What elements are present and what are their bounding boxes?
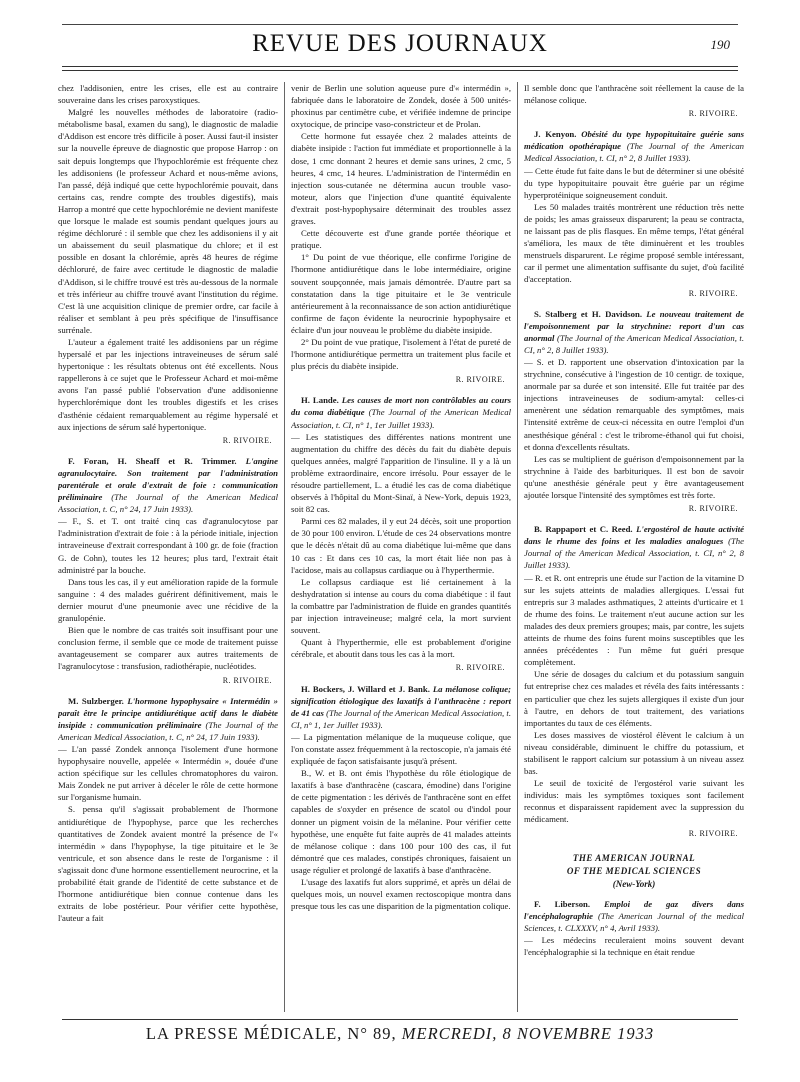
footer-date: MERCREDI, 8 NOVEMBRE 1933 [401,1024,655,1043]
paragraph: 1° Du point de vue théorique, elle confirme l'origine de l'hormone antidiurétique dans le lobe intermédiaire, origine souvent soupçonnée, mais jamais démontrée. D'autre part sa constatation dans la tige pituitaire et le 3e ventricule antérieurement à la reconnaissance de son action antidiurétique confirme de façon évidente la neurocrinie hypophysaire et éclaire d'un jour nouveau le problème du diabète insipide. [291,252,511,335]
article-title: La mélanose colique; signification étiologique des laxatifs à l'anthracène : report de 41 cas [291,683,511,718]
paragraph: Il semble donc que l'anthracène soit réellement la cause de la mélanose colique. [524,83,744,106]
author-signature: R. RIVOIRE. [688,504,738,514]
paragraph: Les 50 malades traités montrèrent une réduction très nette de poids; les amas graisseux disparurent; la peau se contracta, ne laissant pas de plis flasques. En même temps, l'état général s'améliora, les maux de tête diminuèrent et les troubles menstruels disparurent. Le régime proposé semble intéressant, car il permet une alimentation suffisante du sujet, d'où facilité d'acceptation. [524,201,744,285]
paragraph: — Cette étude fut faite dans le but de déterminer si une obésité du type hypopituitaire pouvait être guérie par un régime hyperprotéinique soigneusement conduit. [524,165,744,200]
journal-heading [524,852,744,878]
page-footer [0,1024,800,1044]
column-3 [524,82,744,1012]
article-heading [291,394,511,430]
paragraph: Une série de dosages du calcium et du potassium sanguin fut entreprise chez ces malades et révéla des faits intéressants : en particulier que chez les sujets allergiques il existe d'un jour à l'autre, en dehors de tout traitement, des variations importantes du taux de ces éléments. [524,669,744,728]
page-number: 190 [710,37,730,52]
author-signature: R. RIVOIRE. [455,375,505,385]
paragraph: — R. et R. ont entrepris une étude sur l'action de la vitamine D sur les sujets atteints de maladies allergiques. L'essai fut entrepris sur 3 malades asthmatiques, 2 atteints d'urticaire et 1 de rhume des foins. Le traitement n'eut aucune action sur les malades des deux premiers groupes; mais, par contre, les sujets atteints de rhume des foins furent moins susceptibles que les années précédentes : l'un même fut guéri presque complètement. [524,572,744,668]
article-authors: F. Foran, H. Sheaff et R. Trimmer. [68,455,237,466]
article-title: Les causes de mort non contrôlables au cours du coma diabétique [291,395,511,418]
paragraph: L'auteur a également traité les addisoniens par un régime hypersalé et par les injections intraveineuses de sérum salé hypertonique : les résultats obtenus ont été excellents. Nous rappellerons à ce sujet que le Professeur Achard et moi-même avons l'an passé publié l'observation d'une addisonienne hyperchlorémique dont les troubles digestifs et les crises d'asthénie cédaient remarquablement au régime hypersalé et aux injections de sérum salé hypertonique. [58,336,278,432]
article-authors: B. Rappaport et C. Reed. [534,524,633,535]
author-signature: R. RIVOIRE. [688,109,738,119]
paragraph: Le collapsus cardiaque est lié certainement à la deshydratation si intense au cours du coma diabétique : il faut la combattre par l'administration de fluide en grandes quantités par injection intraveineuse; malgré cela, la mort survient souvent. [291,576,511,636]
article-source: (The Journal of the American Medical Association, t. C, n° 24, 17 Juin 1933). [58,492,278,515]
page-header [0,30,800,70]
paragraph: chez l'addisonien, entre les crises, elle est au contraire souveraine dans les crises paroxystiques. [58,83,278,106]
article-title: L'angine agranulocytaire. Son traitement par l'administration parentérale et orale d'extrait de foie : communication préliminaire [58,455,278,503]
author-signature: R. RIVOIRE. [222,435,272,445]
paragraph: Parmi ces 82 malades, il y eut 24 décès, soit une proportion de 30 pour 100 environ. L'étude de ces 24 observations montre que le décès n'était dû au coma diabétique lui-même que dans 10 cas : Et dans ces 10 cas, la mort était liée non pas à l'acidose, mais au collapsus cardiaque ou à l'hyperthermie. [291,516,511,575]
top-rule [62,24,738,25]
author-signature: R. RIVOIRE. [455,663,505,673]
paragraph: L'usage des laxatifs fut alors supprimé, et après un délai de quelques mois, un nouvel examen rectoscopique montra dans presque tous les cas une disparition de la pigmentation colique. [291,877,511,912]
journal-name-line: OF THE MEDICAL SCIENCES [566,865,702,876]
article-title: L'ergostérol de haute activité dans le rhume des foins et les maladies analogues [524,524,744,547]
article-heading [291,683,511,731]
article-title: Emploi de gaz divers dans l'encéphalographie [524,898,744,921]
article-heading [58,455,278,515]
article-authors: H. Bockers, J. Willard et J. Bank. [301,683,430,694]
article-source: (The Journal of the American Medical Association, t. CI, n° 1, 1er Juillet 1933). [291,407,511,430]
footer-rule [62,1019,738,1020]
article-authors: J. Kenyon. [534,129,577,140]
paragraph: Cette hormone fut essayée chez 2 malades atteints de diabète insipide : l'action fut immédiate et proportionnelle à la dose, 1 cmc donnant 2 heures et demie sans urines, 2 cmc, 5 heures, 4 cmc, 14 heures. L'administration de l'intermédin en injection sous-cutanée ne détermina aucun trouble vaso-moteur, alors que l'injection d'une quantité équivalente d'extrait post-hypophysaire déterminait des troubles assez graves. [291,131,511,227]
paragraph: S. pensa qu'il s'agissait probablement de l'hormone antidiurétique de l'hypophyse, parce que les recherches quantitatives de Zondek avaient montré la présence de l'« intermédin » dans l'hypophyse, la tige pituitaire et le 3e ventricule, et son absence dans le reste de l'organisme : il s'agissait donc d'une hormone essentiellement neurocrine, et la probabilité était grande de l'identité de cette substance et de l'hormone antidiurétique bien connue contenue dans les extraits de lobe postérieur. Pour vérifier cette hypothèse, l'auteur a fait [58,804,278,924]
paragraph: Le seuil de toxicité de l'ergostérol varie suivant les individus: mais les symptômes toxiques sont facilement reconnus et disparaissent rapidement avec la suppression du médicament. [524,778,744,825]
article-source: (The American Journal of the medical Sciences, t. CLXXXV, n° 4, Avril 1933). [524,910,744,933]
author-signature: R. RIVOIRE. [688,828,738,838]
article-authors: S. Stalberg et H. Davidson. [534,308,643,319]
section-title: REVUE DES JOURNAUX [252,30,548,57]
paragraph: 2° Du point de vue pratique, l'isolement à l'état de pureté de l'hormone antidiurétique permettra un traitement plus facile et plus précis du diabète insipide. [291,336,511,372]
article-heading [524,308,744,356]
article-title: L'hormone hypophysaire « Intermédin » paraît être le principe antidiurétique actif dans le diabète insipide : communication préliminaire [58,695,278,730]
paragraph: Les doses massives de viostérol élèvent le calcium à un niveau considérable, diminuent le chiffre du potassium, et stabilisent le rapport calcium sur potassium à un niveau assez bas. [524,729,744,777]
author-signature: R. RIVOIRE. [688,288,738,298]
article-title: Obésité du type hypopituitaire guérie sans médication opothérapique [524,129,744,152]
paragraph: — Les médecins reculeraient moins souvent devant l'encéphalographie si la technique en était rendue [524,935,744,958]
article-heading [58,695,278,743]
article-source: (The Journal of the American Medical Association, t. C, n° 24, 17 Juin 1933). [58,719,278,742]
paragraph: Cette découverte est d'une grande portée théorique et pratique. [291,228,511,251]
article-source: (The Journal of the American Medical Association, t. CI, n° 1, 1er Juillet 1933). [291,707,511,730]
column-1 [58,82,278,1012]
article-authors: H. Lande. [301,395,339,406]
article-title: Le nouveau traitement de l'empoisonnement par la strychnine: report d'un cas anormal [524,308,744,343]
article-heading [524,128,744,164]
author-signature: R. RIVOIRE. [222,675,272,685]
article-heading [524,523,744,571]
paragraph: B., W. et B. ont émis l'hypothèse du rôle étiologique de laxatifs à base d'anthracène (cascara, émodine) dans l'origine de cette pigmentation : les dérivés de l'anthracène sont en effet capables de s'oxyder en présence de scatol ou d'indol pour donner un pigment voisin de la mélanine. Pour vérifier cette hypothèse, une enquête fut faite auprès de 41 malades atteints de mélanose colique : dans 100 pour 100 des cas, il fut démontré que ces malades, constipés chroniques, faisaient un usage régulier et prolongé de laxatifs à base d'anthracène. [291,768,511,875]
header-rule [62,66,738,67]
article-source: (The Journal of the American Medical Association, t. CI, n° 2, 8 Juillet 1933). [524,332,744,355]
paragraph: Bien que le nombre de cas traités soit insuffisant pour une conclusion ferme, il semble que ce mode de traitement puisse avantageusement se comparer aux autres traitements de l'agranulocytose : transfusion, radiothérapie, nucléotides. [58,625,278,672]
paragraph: — S. et D. rapportent une observation d'intoxication par la strychnine, consécutive à l'ingestion de 10 centigr. de toxique, anormale par sa durée et son intensité. Elle fut traitée par des injections intraveineuses de sodium-amytal: celles-ci amenèrent une sédation remarquable des symptômes, mais l'intensité extrême de ceux-ci nécessita en outre l'emploi d'un anesthésique général : c'est le tribrome-éthanol qui fut choisi, et donna d'excellents résultats. [524,356,744,452]
paragraph: Malgré les nouvelles méthodes de laboratoire (radio-métabolisme basal, examen du sang), le diagnostic de maladie d'Addison est encore très difficile à poser. Aussi faut-il insister sur la nouvelle épreuve de diagnostic que propose Harrop : on sait depuis longtemps que l'hypochlorémie est fréquente chez les addisoniens (le professeur Achard et nous-même avions, l'an passé, déjà indiqué que cette hypochlorémie pouvait, dans certains cas, rendre compte des troubles digestifs), mais Harrop a montré que cette hypochlorémie ne devient manifeste que lorsque le malade est soumis pendant quelques jours au régime déchloruré : il semble que chez les addisoniens il y ait un abaissement du seuil plasmatique du chlore; et il est possible en dosant la chlorémie, après 48 heures de régime déchloruré, de faire avec certitude le diagnostic de maladie d'Addison, si le chiffre trouvé est très au-dessous de la normale et très inférieur au chiffre trouvé avant l'institution du régime. C'est là une acquisition clinique de premier ordre, car facile à réaliser et semblant à peu près spécifique de l'insuffisance surrénale. [58,107,278,335]
paragraph: — F., S. et T. ont traité cinq cas d'agranulocytose par l'administration d'extrait de foie : à la période initiale, injection intraveineuse d'extrait correspondant à 100 gr. de foie (fraction G. de Cohn), toutes les 12 heures; plus tard, l'extrait était administré par la bouche. [58,516,278,575]
paragraph: — Les statistiques des différentes nations montrent une augmentation du chiffre des décès du fait du diabète depuis quelques années, malgré l'apparition de l'insuline. Il y a là un problème extraordinaire, encore irrésolu. Pour essayer de le résoudre partiellement, L. a étudié les cas de coma diabétique observés à l'hôpital du Mont-Sinaï, à New-York, depuis 1923, soit 82 cas. [291,431,511,515]
paragraph: Quant à l'hyperthermie, elle est probablement d'origine cérébrale, et aboutit dans tous les cas à la mort. [291,637,511,660]
article-source: (The Journal of the American Medical Association, t. CI, n° 2, 8 Juillet 1933). [524,141,744,164]
article-source: (The Journal of the American Medical Association, t. CI, n° 2, 8 Juillet 1933). [524,536,744,571]
journal-city: (New-York) [612,878,656,889]
column-2 [291,82,511,1012]
paragraph: — La pigmentation mélanique de la muqueuse colique, que l'on constate assez fréquemment à la rectoscopie, n'a jamais été expliquée de façon satisfaisante jusqu'à présent. [291,731,511,767]
paragraph: — L'an passé Zondek annonça l'isolement d'une hormone hypophysaire nouvelle, appelée « Intermédin », douée d'une action spécifique sur les cellules chromatophores du vairon. Mais Zondek ne put arriver à déceler le rôle de cette hormone sur l'organisme humain. [58,743,278,803]
article-authors: M. Sulzberger. [68,695,124,706]
paragraph: Dans tous les cas, il y eut amélioration rapide de la formule sanguine : 4 des malades guérirent définitivement, mais le dernier mourut d'une pneumonie avec une récidive de la granulopénie. [58,576,278,624]
journal-name-line: THE AMERICAN JOURNAL [572,852,696,863]
article-authors: F. Liberson. [534,898,591,909]
footer-journal: LA PRESSE MÉDICALE, N° 89, [145,1024,397,1043]
paragraph: venir de Berlin une solution aqueuse pure d'« intermédin », fabriquée dans le laboratoire de Zondek, dosée à 500 unités-phoxinus par centimètre cube, et vérifiée indemne de principe oxytocique, de principe vaso-constricteur et de Prolan. [291,83,511,130]
header-rule-double [62,70,738,71]
text-columns [58,82,744,1012]
paragraph: Les cas se multiplient de guérison d'empoisonnement par la strychnine à l'aide des barbituriques. Il est bon de savoir qu'une anesthésie générale peut y être avantageusement ajoutée lorsque l'intensité des symptômes est très forte. [524,453,744,500]
article-heading [524,898,744,934]
